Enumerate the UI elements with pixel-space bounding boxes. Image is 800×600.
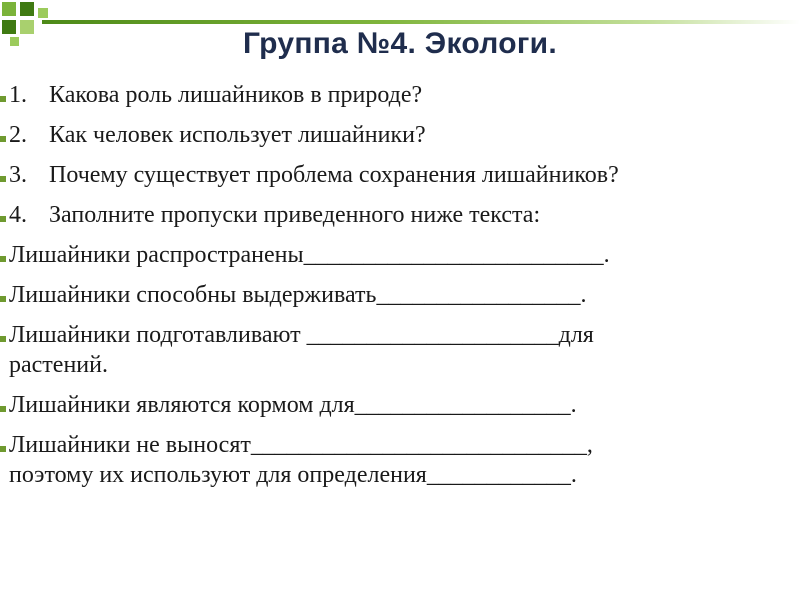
deco-square xyxy=(20,2,34,16)
fill-in-sentence xyxy=(0,320,790,380)
question-number: 1. xyxy=(9,82,27,108)
bullet-icon xyxy=(0,136,6,142)
sentence-text xyxy=(0,430,790,490)
question-text: Какова роль лишайников в природе? xyxy=(49,82,423,108)
fill-in-sentence xyxy=(0,280,790,320)
sentence-text: Лишайники способны выдерживать_________________. xyxy=(9,282,587,308)
question-item xyxy=(0,200,790,240)
sentence-line: растений. xyxy=(9,352,108,378)
bullet-icon xyxy=(0,446,6,452)
bullet-icon xyxy=(0,256,6,262)
fill-in-sentence xyxy=(0,390,790,430)
slide-content xyxy=(0,80,790,500)
deco-square xyxy=(2,2,16,16)
fill-in-sentence xyxy=(0,240,790,280)
question-item xyxy=(0,120,790,160)
question-item xyxy=(0,80,790,120)
bullet-icon xyxy=(0,176,6,182)
question-number: 2. xyxy=(9,122,27,148)
question-number: 4. xyxy=(9,202,27,228)
page-title: Группа №4. Экологи. xyxy=(242,27,558,60)
title-rule xyxy=(42,20,800,24)
question-item xyxy=(0,160,790,200)
question-text: Как человек использует лишайники? xyxy=(49,122,426,148)
bullet-icon xyxy=(0,216,6,222)
sentence-line: поэтому их используют для определения____________. xyxy=(9,462,577,488)
sentence-text xyxy=(0,320,790,380)
sentence-line: Лишайники не выносят____________________________, xyxy=(9,432,593,458)
bullet-icon xyxy=(0,96,6,102)
sentence-text: Лишайники распространены_________________________. xyxy=(9,242,610,268)
question-text: Заполните пропуски приведенного ниже текста: xyxy=(49,202,541,228)
bullet-icon xyxy=(0,406,6,412)
sentence-text: Лишайники являются кормом для__________________. xyxy=(9,392,577,418)
question-text: Почему существует проблема сохранения лишайников? xyxy=(49,162,619,188)
question-number: 3. xyxy=(9,162,27,188)
bullet-icon xyxy=(0,296,6,302)
sentence-line: Лишайники подготавливают _____________________для xyxy=(9,322,594,348)
fill-in-sentence xyxy=(0,430,790,490)
deco-square xyxy=(38,8,48,18)
bullet-icon xyxy=(0,336,6,342)
